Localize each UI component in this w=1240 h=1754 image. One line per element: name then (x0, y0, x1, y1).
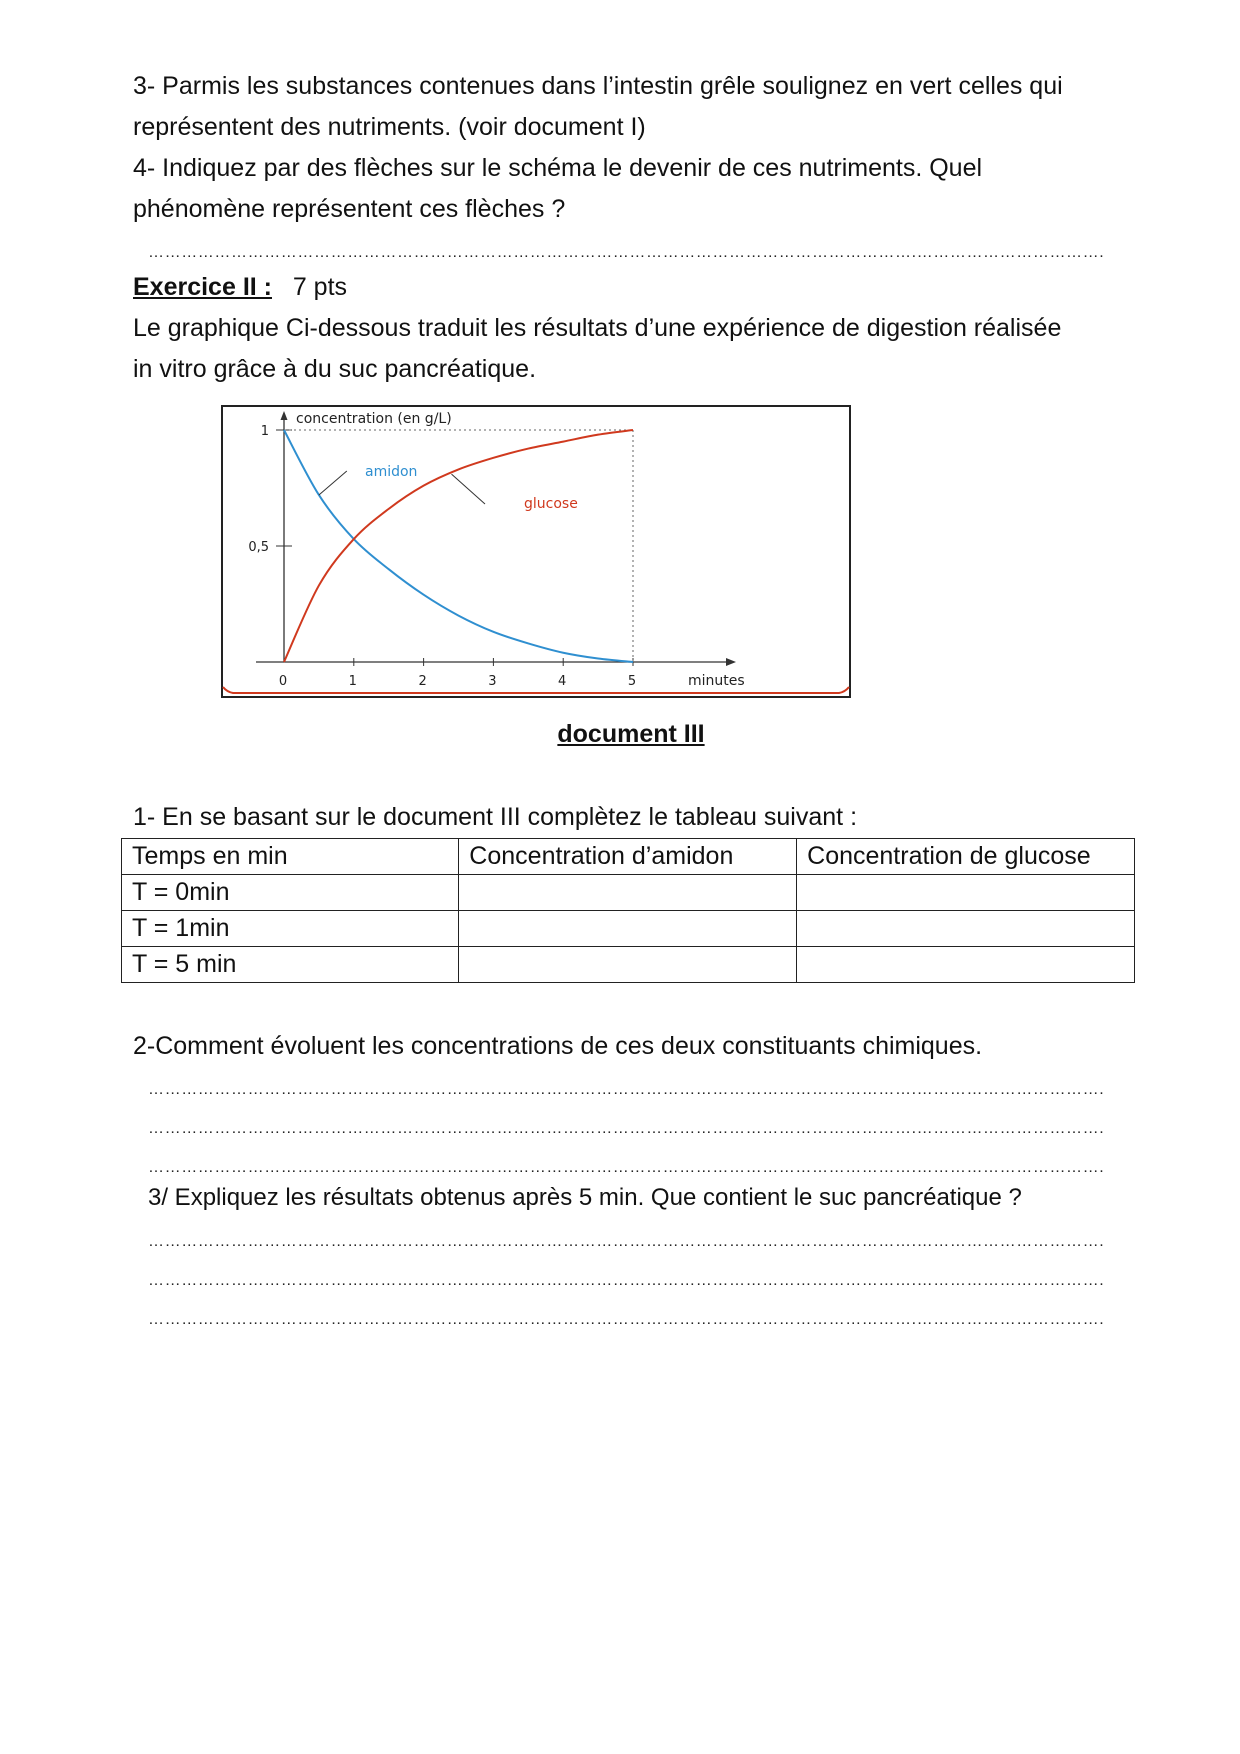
answer-line-q3b-1[interactable]: ………………………………………………………………………………………………………………………….……………………………. (148, 1233, 1105, 1250)
exercise-intro-line-1: Le graphique Ci-dessous traduit les résultats d’une expérience de digestion réalisée (133, 314, 1062, 342)
question-3-line-1: 3- Parmis les substances contenues dans l’intestin grêle soulignez en vert celles qui (133, 72, 1063, 100)
table-cell-time: T = 0min (122, 875, 459, 911)
y-tick-label: 0,5 (248, 540, 269, 555)
x-tick-label: 2 (418, 674, 427, 689)
question-1-text: 1- En se basant sur le document III complètez le tableau suivant : (133, 803, 858, 831)
answer-line-q2-2[interactable]: ………………………………………………………………………………………………………………………….……………………………. (148, 1120, 1105, 1137)
chart-frame (222, 406, 850, 697)
answer-line-q3b-3[interactable]: ………………………………………………………………………………………………………………………….……………………………. (148, 1311, 1105, 1328)
table-cell-glucose[interactable] (797, 875, 1135, 911)
table-cell-amidon[interactable] (459, 947, 797, 983)
table-cell-glucose[interactable] (797, 947, 1135, 983)
exercise-points: 7 pts (292, 273, 348, 301)
series-label-amidon: amidon (365, 464, 418, 480)
table-cell-amidon[interactable] (459, 911, 797, 947)
y-tick-label: 1 (260, 424, 269, 439)
x-tick-label: 3 (488, 674, 497, 689)
answer-line-q3b-2[interactable]: ………………………………………………………………………………………………………………………….……………………………. (148, 1272, 1105, 1289)
x-tick-label: 4 (558, 674, 567, 689)
table-cell-time: T = 5 min (122, 947, 459, 983)
x-tick-label: 0 (278, 674, 288, 689)
question-3b-text: 3/ Expliquez les résultats obtenus après 5 min. Que contient le suc pancréatique ? (148, 1184, 1022, 1211)
answer-line-q2-1[interactable]: ………………………………………………………………………………………………………………………….……………………………. (148, 1081, 1105, 1098)
table-cell-amidon[interactable] (459, 875, 797, 911)
answer-line-q4[interactable]: ………………………………………………………………………………………………………………………….……………………………. (148, 244, 1105, 261)
digestion-chart (221, 405, 851, 698)
answer-table (121, 838, 1135, 983)
table-row (122, 911, 1135, 947)
table-header-cell: Temps en min (122, 839, 459, 875)
table-cell-time: T = 1min (122, 911, 459, 947)
x-axis-label: minutes (688, 673, 745, 689)
series-label-glucose: glucose (524, 496, 578, 512)
exercise-header (133, 273, 347, 302)
table-row (122, 947, 1135, 983)
table-cell-glucose[interactable] (797, 911, 1135, 947)
table-header-cell: Concentration de glucose (797, 839, 1135, 875)
table-row (122, 875, 1135, 911)
table-header-row (122, 839, 1135, 875)
question-4-line-1: 4- Indiquez par des flèches sur le schéma le devenir de ces nutriments. Quel (133, 154, 983, 182)
answer-line-q2-3[interactable]: ………………………………………………………………………………………………………………………….……………………………. (148, 1159, 1105, 1176)
exercise-intro-line-2: in vitro grâce à du suc pancréatique. (133, 355, 537, 383)
question-2-text: 2-Comment évoluent les concentrations de ces deux constituants chimiques. (133, 1032, 983, 1060)
question-3-line-2: représentent des nutriments. (voir document I) (133, 113, 646, 141)
x-tick-label: 1 (348, 674, 357, 689)
table-header-cell: Concentration d’amidon (459, 839, 797, 875)
document-caption: document III (557, 720, 705, 748)
x-tick-label: 5 (627, 674, 637, 689)
y-axis-label: concentration (en g/L) (296, 411, 452, 427)
question-4-line-2: phénomène représentent ces flèches ? (133, 195, 566, 223)
exercise-title: Exercice II : (133, 273, 272, 301)
